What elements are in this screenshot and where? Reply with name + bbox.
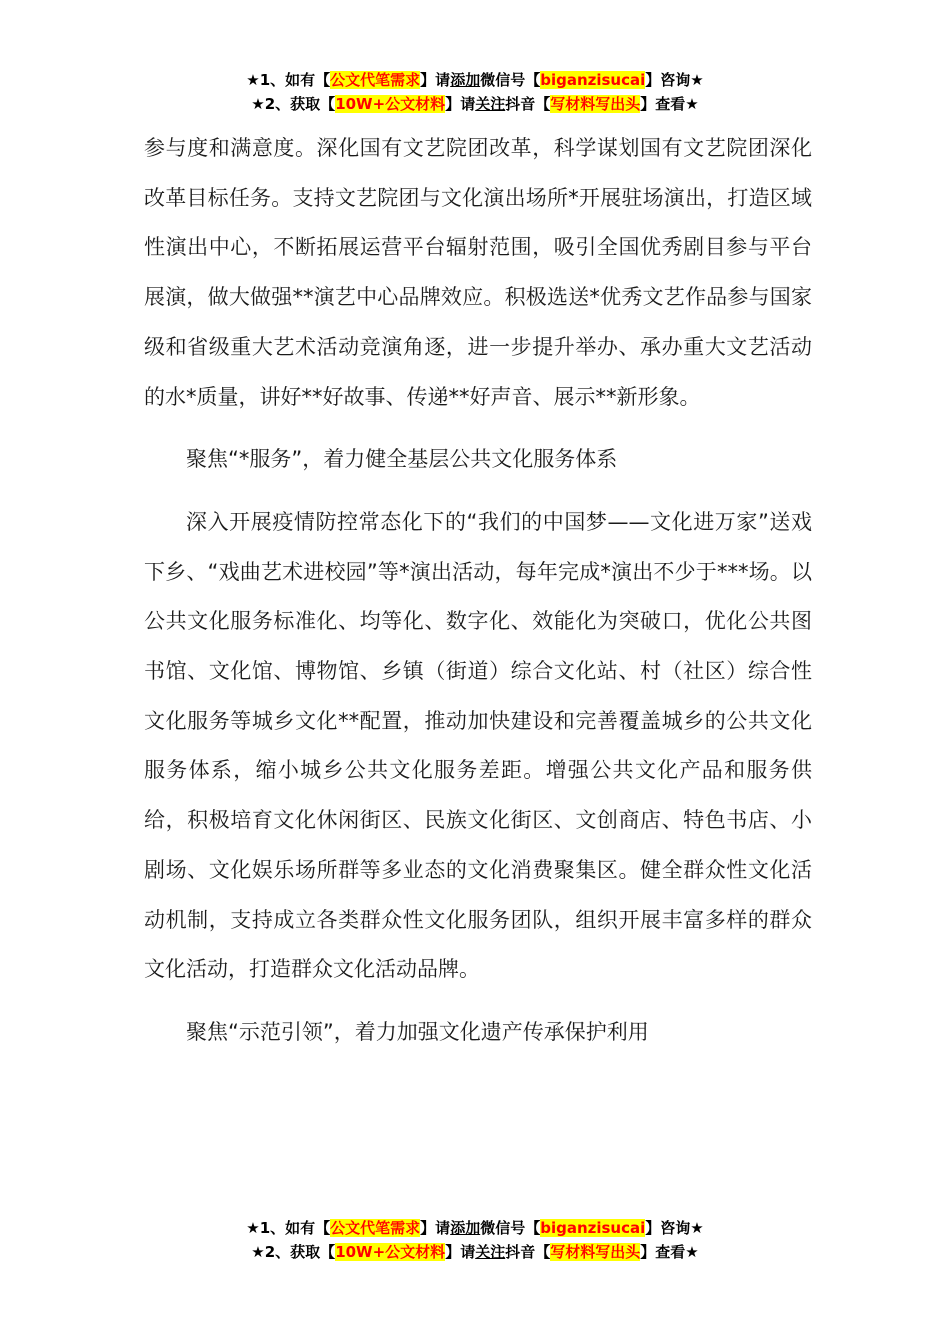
highlight-service-request: 公文代笔需求 xyxy=(330,1219,421,1237)
underlined-follow: 关注 xyxy=(475,1243,506,1261)
banner-text: 】请 xyxy=(420,71,451,89)
highlight-wechat-id: biganzisucai xyxy=(540,71,646,89)
underlined-follow: 关注 xyxy=(475,95,506,113)
banner-line-2 xyxy=(0,92,950,116)
highlight-wechat-id: biganzisucai xyxy=(540,1219,646,1237)
banner-text: 】咨询★ xyxy=(645,71,704,89)
banner-text: 】查看★ xyxy=(640,1243,699,1261)
banner-text: ★2、获取【 xyxy=(251,95,336,113)
banner-text: 抖音【 xyxy=(505,1243,551,1261)
header-banner xyxy=(0,68,950,116)
paragraph-1: 参与度和满意度。深化国有文艺院团改革，科学谋划国有文艺院团深化改革目标任务。支持文艺院团与文化演出场所*开展驻场演出，打造区域性演出中心，不断拓展运营平台辐射范围，吸引全国优秀剧目参与平台展演，做大做强**演艺中心品牌效应。积极选送*优秀文艺作品参与国家级和省级重大艺术活动竞演角逐，进一步提升举办、承办重大文艺活动的水*质量，讲好**好故事、传递**好声音、展示**新形象。 xyxy=(144,136,812,409)
document-body xyxy=(144,124,812,1058)
banner-text: 】请 xyxy=(420,1219,451,1237)
banner-line-1 xyxy=(0,1216,950,1240)
banner-text: ★1、如有【 xyxy=(246,71,331,89)
footer-banner xyxy=(0,1216,950,1264)
banner-text: ★2、获取【 xyxy=(251,1243,336,1261)
banner-text: 微信号【 xyxy=(480,1219,541,1237)
banner-text: 】查看★ xyxy=(640,95,699,113)
underlined-add: 添加 xyxy=(450,71,481,89)
paragraph-2: 深入开展疫情防控常态化下的“我们的中国梦——文化进万家”送戏下乡、“戏曲艺术进校园”等*演出活动，每年完成*演出不少于***场。以公共文化服务标准化、均等化、数字化、效能化为突破口，优化公共图书馆、文化馆、博物馆、乡镇（街道）综合文化站、村（社区）综合性文化服务等城乡文化**配置，推动加快建设和完善覆盖城乡的公共文化服务体系，缩小城乡公共文化服务差距。增强公共文化产品和服务供给，积极培育文化休闲街区、民族文化街区、文创商店、特色书店、小剧场、文化娱乐场所群等多业态的文化消费聚集区。健全群众性文化活动机制，支持成立各类群众性文化服务团队，组织开展丰富多样的群众文化活动，打造群众文化活动品牌。 xyxy=(144,509,812,982)
highlight-douyin-account: 写材料写出头 xyxy=(550,95,641,113)
section-heading-heritage: 聚焦“示范引领”，着力加强文化遗产传承保护利用 xyxy=(186,1019,649,1044)
section-heading-service: 聚焦“*服务”，着力健全基层公共文化服务体系 xyxy=(186,447,618,472)
banner-text: 抖音【 xyxy=(505,95,551,113)
banner-text: 】咨询★ xyxy=(645,1219,704,1237)
banner-line-2 xyxy=(0,1240,950,1264)
banner-text: 】请 xyxy=(445,95,476,113)
banner-text: ★1、如有【 xyxy=(246,1219,331,1237)
banner-line-1 xyxy=(0,68,950,92)
underlined-add: 添加 xyxy=(450,1219,481,1237)
highlight-service-request: 公文代笔需求 xyxy=(330,71,421,89)
highlight-douyin-account: 写材料写出头 xyxy=(550,1243,641,1261)
banner-text: 】请 xyxy=(445,1243,476,1261)
highlight-materials: 10W+公文材料 xyxy=(335,95,446,113)
banner-text: 微信号【 xyxy=(480,71,541,89)
highlight-materials: 10W+公文材料 xyxy=(335,1243,446,1261)
